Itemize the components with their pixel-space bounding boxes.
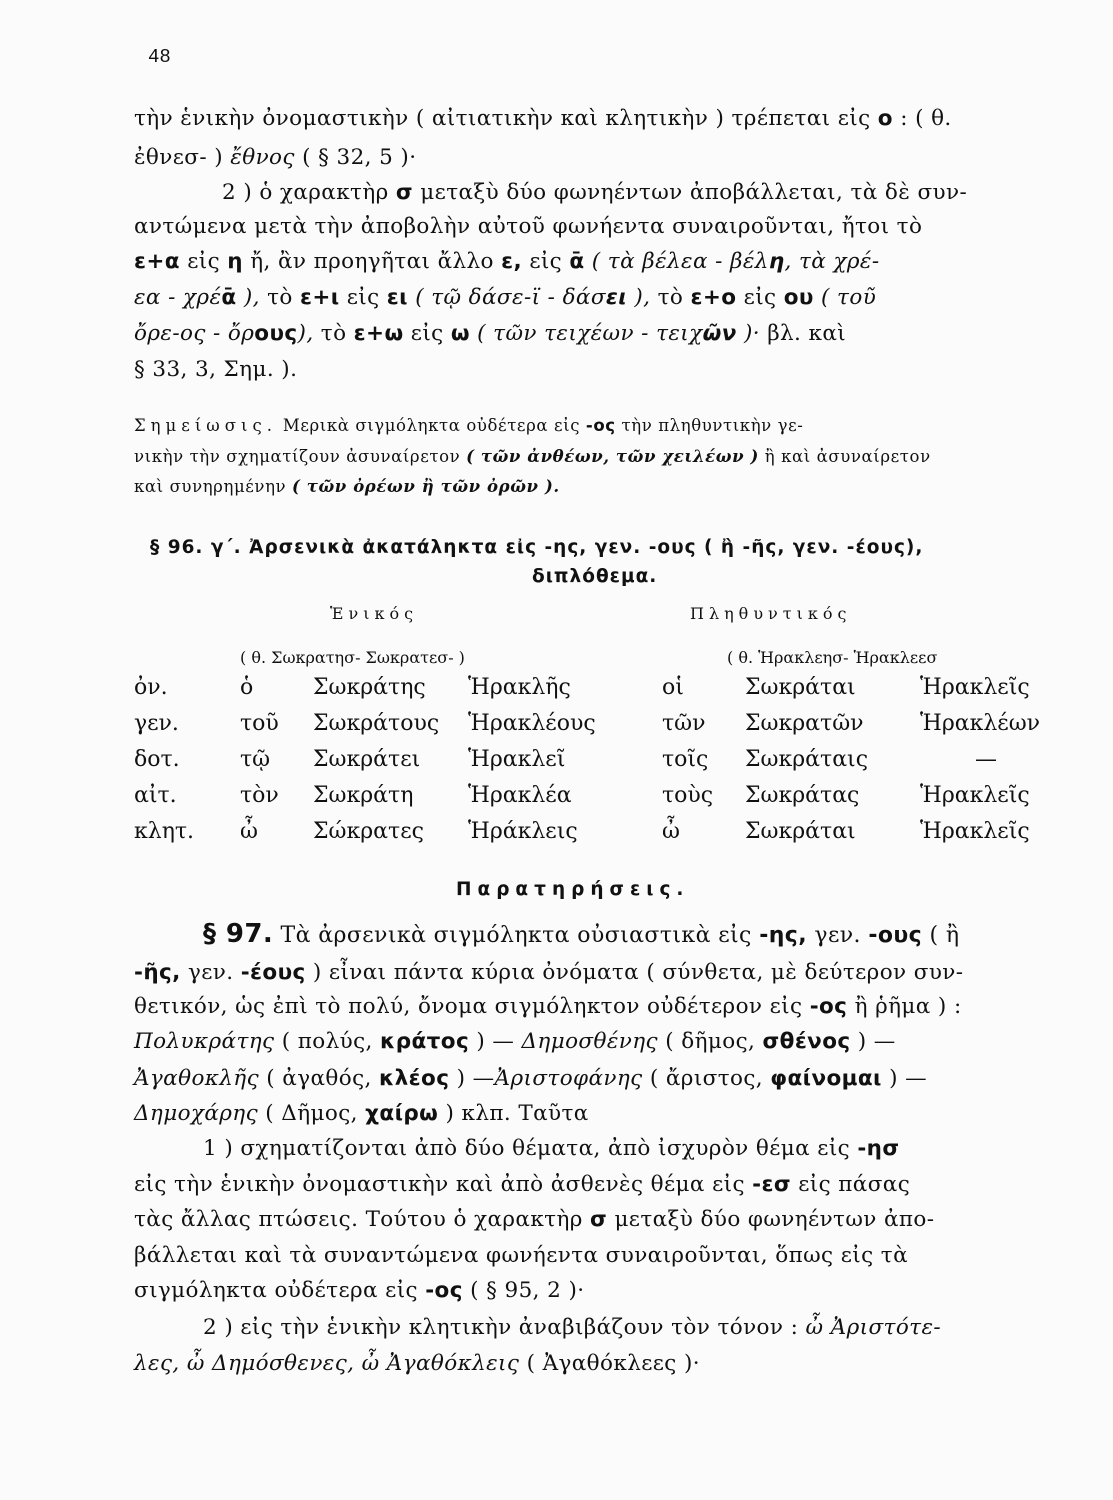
table-cell-p1: Σωκράται: [745, 675, 856, 700]
table-cell-p1: Σωκρατῶν: [745, 711, 864, 736]
table-cell-art-p: οἱ: [662, 675, 684, 700]
table-cell-art-p: τοῖς: [662, 747, 709, 772]
text-line: 2 ) ὁ χαρακτὴρ σ μεταξὺ δύο φωνηέντων ἀποβάλλεται, τὰ δὲ συν-: [222, 180, 968, 205]
table-cell-p1: Σωκράταις: [745, 747, 869, 772]
text-line: τὰς ἄλλας πτώσεις. Τούτου ὁ χαρακτὴρ σ μεταξὺ δύο φωνηέντων ἀπο-: [134, 1207, 935, 1232]
observations-title: Παρατηρήσεις.: [456, 879, 690, 900]
table-cell-s1: Σωκράτει: [313, 747, 421, 772]
table-header-plural: Πληθυντικός: [690, 604, 852, 623]
text-line: § 33, 3, Σημ. ).: [134, 357, 298, 382]
text-line: ἐθνεσ- ) ἔθνος ( § 32, 5 )·: [134, 145, 417, 170]
table-header-singular: Ἑνικός: [330, 604, 419, 623]
table-cell-p2: —: [975, 747, 997, 772]
table-cell-art-s: τὸν: [240, 783, 279, 808]
table-cell-s2: Ἡρακλῆς: [468, 675, 571, 700]
text-line: ὄρε-ος - ὄρους), τὸ ε+ω εἰς ω ( τῶν τειχέων - τειχῶν )· βλ. καὶ: [134, 321, 847, 346]
text-line: βάλλεται καὶ τὰ συναντώμενα φωνήεντα συναιροῦνται, ὅπως εἰς τὰ: [134, 1243, 908, 1268]
table-cell-p2: Ἡρακλέων: [920, 711, 1041, 736]
table-cell-s2: Ἡρακλέα: [468, 783, 572, 808]
note-line: καὶ συνηρημένην ( τῶν ὀρέων ἢ τῶν ὀρῶν ).: [134, 477, 560, 496]
table-cell-case: δοτ.: [134, 747, 180, 772]
table-cell-s1: Σώκρατες: [313, 819, 424, 844]
table-cell-p2: Ἡρακλεῖς: [920, 675, 1030, 700]
table-cell-case: κλητ.: [134, 819, 195, 844]
table-cell-art-p: ὦ: [662, 819, 680, 844]
table-cell-case: ὀν.: [134, 675, 168, 700]
table-cell-s1: Σωκράτης: [313, 675, 426, 700]
note-line: Σημείωσις. Μερικὰ σιγμόληκτα οὐδέτερα εἰς -ος τὴν πληθυντικὴν γε-: [134, 416, 804, 435]
table-cell-s2: Ἡρακλεῖ: [468, 747, 566, 772]
table-cell-p1: Σωκράτας: [745, 783, 860, 808]
table-cell-art-s: ὦ: [240, 819, 258, 844]
text-line: Δημοχάρης ( Δῆμος, χαίρω ) κλπ. Ταῦτα: [134, 1101, 589, 1126]
table-cell-case: γεν.: [134, 711, 179, 736]
text-line: σιγμόληκτα οὐδέτερα εἰς -ος ( § 95, 2 )·: [134, 1278, 585, 1303]
table-cell-s2: Ἡράκλεις: [468, 819, 578, 844]
table-cell-case: αἰτ.: [134, 783, 177, 808]
table-cell-art-p: τῶν: [662, 711, 706, 736]
text-line: λες, ὦ Δημόσθενες, ὦ Ἀγαθόκλεις ( Ἀγαθόκλεες )·: [134, 1351, 701, 1376]
text-line: εἰς τὴν ἑνικὴν ὀνομαστικὴν καὶ ἀπὸ ἀσθενὲς θέμα εἰς -εσ εἰς πάσας: [134, 1172, 911, 1197]
stems-singular: ( θ. Σωκρατησ- Σωκρατεσ- ): [240, 648, 465, 667]
stems-plural: ( θ. Ἡρακλεησ- Ἡρακλεεσ: [727, 648, 938, 667]
table-cell-p2: Ἡρακλεῖς: [920, 819, 1030, 844]
table-cell-art-p: τοὺς: [662, 783, 714, 808]
text-line: § 97. Τὰ ἀρσενικὰ σιγμόληκτα οὐσιαστικὰ εἰς -ης, γεν. -ους ( ἢ: [203, 919, 960, 949]
table-cell-art-s: ὁ: [240, 675, 254, 700]
text-line: εα - χρέᾱ ), τὸ ε+ι εἰς ει ( τῷ δάσε-ϊ - δάσει ), τὸ ε+ο εἰς ου ( τοῦ: [134, 285, 877, 310]
table-cell-s1: Σωκράτους: [313, 711, 440, 736]
table-cell-art-s: τοῦ: [240, 711, 279, 736]
text-line: αντώμενα μετὰ τὴν ἀποβολὴν αὐτοῦ φωνήεντα συναιροῦνται, ἤτοι τὸ: [134, 214, 923, 239]
text-line: ε+α εἰς η ἤ, ἂν προηγῆται ἄλλο ε, εἰς ᾱ ( τὰ βέλεα - βέλη, τὰ χρέ-: [134, 249, 880, 274]
text-line: Ἀγαθοκλῆς ( ἀγαθός, κλέος ) —Ἀριστοφάνης ( ἄριστος, φαίνομαι ) —: [134, 1066, 928, 1091]
page-number: 48: [148, 46, 171, 68]
table-cell-p1: Σωκράται: [745, 819, 856, 844]
text-line: θετικόν, ὡς ἐπὶ τὸ πολύ, ὄνομα σιγμόληκτον οὐδέτερον εἰς -ος ἢ ῥῆμα ) :: [134, 994, 962, 1019]
section-heading: διπλόθεμα.: [532, 566, 658, 587]
text-line: τὴν ἑνικὴν ὀνομαστικὴν ( αἰτιατικὴν καὶ κλητικὴν ) τρέπεται εἰς ο : ( θ.: [134, 106, 952, 131]
table-cell-s2: Ἡρακλέους: [468, 711, 596, 736]
text-line: Πολυκράτης ( πολύς, κράτος ) — Δημοσθένης ( δῆμος, σθένος ) —: [134, 1029, 896, 1054]
text-line: 1 ) σχηματίζονται ἀπὸ δύο θέματα, ἀπὸ ἰσχυρὸν θέμα εἰς -ησ: [203, 1136, 900, 1161]
text-line: -ῆς, γεν. -έους ) εἶναι πάντα κύρια ὀνόματα ( σύνθετα, μὲ δεύτερον συν-: [134, 960, 964, 985]
note-line: νικὴν τὴν σχηματίζουν ἀσυναίρετον ( τῶν ἀνθέων, τῶν χειλέων ) ἢ καὶ ἀσυναίρετον: [134, 447, 931, 466]
text-line: 2 ) εἰς τὴν ἑνικὴν κλητικὴν ἀναβιβάζουν τὸν τόνον : ὦ Ἀριστότε-: [203, 1315, 942, 1340]
section-heading: § 96. γ΄. Ἀρσενικὰ ἀκατάληκτα εἰς -ης, γεν. -ους ( ἢ -ῆς, γεν. -έους),: [150, 537, 924, 558]
table-cell-art-s: τῷ: [240, 747, 271, 772]
table-cell-s1: Σωκράτη: [313, 783, 414, 808]
table-cell-p2: Ἡρακλεῖς: [920, 783, 1030, 808]
